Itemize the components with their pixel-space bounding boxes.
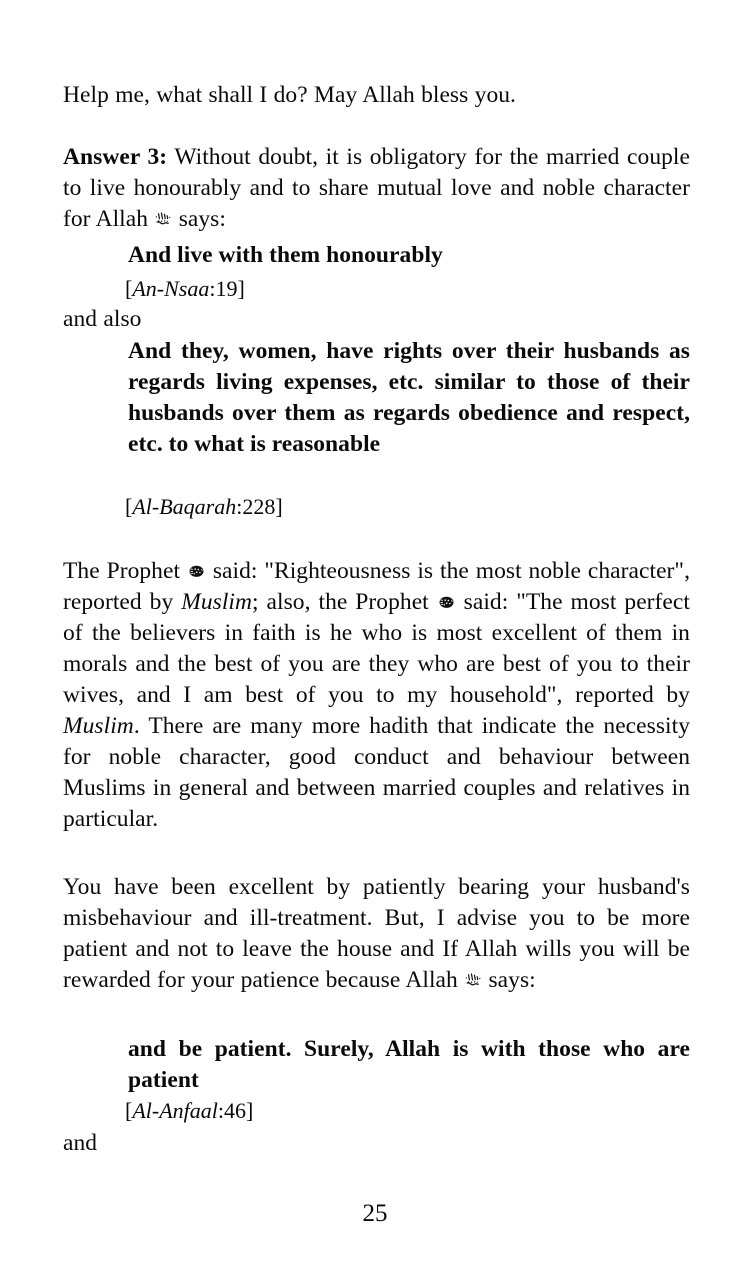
citation-block-3	[63, 1096, 690, 1126]
advice-paragraph-block	[63, 872, 690, 996]
hadith-seg-2: said: "Righteousness is the most noble character", reported by	[63, 558, 691, 615]
advice-seg-1: You have been excellent by patiently bearing your husband's misbehaviour and ill-treatment. But, I advise you to be more patient and not to leave the house and If Allah wills you will be rewarded for your patience because Allah	[63, 874, 690, 993]
page-number: 25	[362, 1200, 388, 1227]
answer-label: Answer 3:	[63, 144, 168, 170]
page-text-column	[63, 0, 690, 1276]
hadith-seg-1: The Prophet	[63, 558, 187, 584]
citation-1-open: [	[125, 276, 133, 301]
connector-block-and	[63, 1128, 690, 1159]
quote-block-3	[63, 1034, 690, 1096]
answer-body-text: Without doubt, it is obligatory for the married couple to live honourably and to share mutual love and noble character for Allah	[63, 144, 690, 232]
citation-1-rest: :19]	[209, 276, 245, 301]
hadith-italic-muslim-1: Muslim	[181, 589, 253, 615]
citation-block-1	[63, 274, 690, 304]
hadith-seg-5: . There are many more hadith that indicate the necessity for noble character, good conduct and behaviour between Muslims in general and between married couples and relatives in particular.	[63, 713, 690, 832]
answer-paragraph-tail: says:	[172, 206, 226, 232]
quote-block-2	[63, 336, 690, 460]
citation-block-2	[63, 492, 690, 522]
citation-2-open: [	[125, 494, 133, 519]
connector-block-and-also	[63, 304, 690, 335]
intro-paragraph: Help me, what shall I do? May Allah bless you.	[63, 82, 516, 108]
quote-1-citation	[63, 274, 690, 304]
citation-2-rest: :228]	[236, 494, 283, 519]
answer-paragraph	[63, 142, 690, 235]
hadith-italic-muslim-2: Muslim	[63, 713, 134, 739]
allah-honorific-icon	[154, 210, 172, 228]
citation-3-open: [	[125, 1098, 133, 1123]
answer-paragraph-block	[63, 142, 690, 235]
hadith-seg-4: said: "The most perfect of the believers in faith is he who is most excellent of them in morals and the best of you are they who are best of you to their wives, and I am best of you to my household", reported by	[63, 589, 690, 708]
citation-3-rest: :46]	[217, 1098, 254, 1123]
quote-2-text: And they, women, have rights over their husbands as regards living expenses, etc. similar to those of their husbands over them as regards obedience and respect, etc. to what is reasonable	[128, 338, 690, 457]
quote-3-citation	[63, 1096, 690, 1126]
citation-2-source: Al-Baqarah	[132, 494, 237, 519]
hadith-paragraph	[63, 556, 690, 835]
quote-1-text: And live with them honourably	[128, 242, 443, 268]
quote-block-1	[63, 240, 690, 271]
hadith-paragraph-block	[63, 556, 690, 835]
advice-paragraph	[63, 872, 690, 996]
allah-honorific-icon	[464, 971, 482, 989]
intro-paragraph-block	[63, 80, 690, 111]
quote-2-citation	[63, 492, 690, 522]
prophet-honorific-icon	[187, 563, 206, 580]
citation-3-source: Al-Anfaal	[132, 1098, 218, 1123]
citation-1-source: An-Nsaa	[132, 276, 210, 301]
connector-and-also: and also	[63, 306, 142, 332]
hadith-seg-3: ; also, the Prophet	[252, 589, 437, 615]
connector-and: and	[63, 1130, 98, 1156]
advice-seg-2: says:	[482, 967, 536, 993]
prophet-honorific-icon	[437, 594, 456, 611]
quote-3-text: and be patient. Surely, Allah is with those who are patient	[128, 1036, 690, 1093]
